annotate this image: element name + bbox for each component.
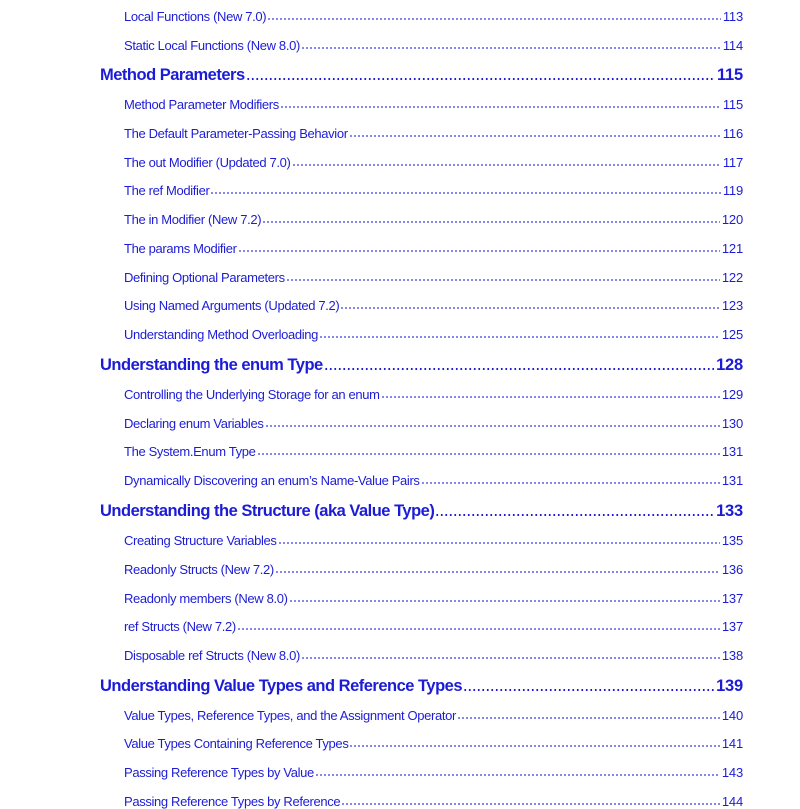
- toc-page-number: 136: [721, 562, 743, 577]
- toc-entry-value-types-containing-reference-types[interactable]: [124, 736, 743, 751]
- dot-leader: [463, 689, 714, 691]
- toc-entry-title: Using Named Arguments (Updated 7.2): [124, 298, 340, 313]
- toc-page-number: 131: [721, 444, 743, 459]
- dot-leader: [210, 192, 720, 194]
- toc-entry-defining-optional-parameters[interactable]: [124, 270, 743, 285]
- toc-page-number: 143: [721, 765, 743, 780]
- dot-leader: [257, 453, 720, 455]
- toc-page-number: 125: [721, 327, 743, 342]
- toc-entry-title: Passing Reference Types by Value: [124, 765, 314, 780]
- toc-entry-title: Controlling the Underlying Storage for an enum: [124, 387, 380, 402]
- toc-entry-title: The out Modifier (Updated 7.0): [124, 155, 291, 170]
- toc-page-number: 137: [721, 591, 743, 606]
- toc-entry-title: Dynamically Discovering an enum’s Name-Value Pairs: [124, 473, 420, 488]
- toc-page-number: 135: [721, 533, 743, 548]
- toc-entry-controlling-the-underlying-storage-for-an-enum[interactable]: [124, 387, 743, 402]
- toc-page-number: 116: [722, 126, 743, 141]
- toc-entry-title: The params Modifier: [124, 241, 237, 256]
- toc-entry-ref-structs-new-7-2[interactable]: [124, 619, 743, 634]
- toc-heading-understanding-the-structure-aka-value-type[interactable]: [100, 502, 743, 521]
- dot-leader: [301, 47, 721, 49]
- dot-leader: [262, 221, 720, 223]
- toc-page-number: 137: [721, 619, 743, 634]
- toc-entry-title: Understanding Value Types and Reference Types: [100, 677, 463, 695]
- toc-page-number: 115: [716, 66, 743, 84]
- toc-page-number: 139: [716, 677, 743, 695]
- toc-entry-title: Static Local Functions (New 8.0): [124, 38, 300, 53]
- toc-entry-the-ref-modifier[interactable]: [124, 183, 743, 198]
- toc-entry-the-in-modifier-new-7-2[interactable]: [124, 212, 743, 227]
- toc-entry-title: Disposable ref Structs (New 8.0): [124, 648, 300, 663]
- toc-entry-the-default-parameter-passing-behavior[interactable]: [124, 126, 743, 141]
- dot-leader: [275, 571, 720, 573]
- toc-entry-title: Readonly Structs (New 7.2): [124, 562, 274, 577]
- toc-entry-title: The Default Parameter-Passing Behavior: [124, 126, 348, 141]
- dot-leader: [315, 774, 720, 776]
- toc-page-number: 131: [721, 473, 743, 488]
- dot-leader: [457, 717, 720, 719]
- toc-entry-passing-reference-types-by-reference[interactable]: [124, 794, 743, 809]
- dot-leader: [349, 745, 719, 747]
- toc-entry-method-parameter-modifiers[interactable]: [124, 97, 743, 112]
- toc-page-number: 130: [721, 416, 743, 431]
- toc-page-number: 119: [722, 183, 743, 198]
- toc-page-number: 114: [722, 38, 743, 53]
- toc-heading-understanding-value-types-and-reference-types[interactable]: [100, 677, 743, 696]
- toc-page-number: 117: [722, 155, 743, 170]
- toc-entry-readonly-structs-new-7-2[interactable]: [124, 562, 743, 577]
- toc-entry-title: Creating Structure Variables: [124, 533, 277, 548]
- toc-entry-title: Understanding Method Overloading: [124, 327, 319, 342]
- toc-entry-title: Passing Reference Types by Reference: [124, 794, 341, 809]
- toc-entry-title: Understanding the Structure (aka Value Type): [100, 502, 435, 520]
- toc-entry-disposable-ref-structs-new-8-0[interactable]: [124, 648, 743, 663]
- dot-leader: [421, 482, 720, 484]
- toc-page-number: 128: [716, 356, 743, 374]
- toc-entry-the-out-modifier-updated-7-0[interactable]: [124, 155, 743, 170]
- toc-page-number: 138: [721, 648, 743, 663]
- toc-entry-creating-structure-variables[interactable]: [124, 533, 743, 548]
- dot-leader: [435, 514, 714, 516]
- dot-leader: [289, 600, 720, 602]
- toc-entry-readonly-members-new-8-0[interactable]: [124, 591, 743, 606]
- dot-leader: [381, 396, 720, 398]
- toc-entry-title: Value Types Containing Reference Types: [124, 736, 349, 751]
- toc-entry-local-functions-new-7-0[interactable]: [124, 9, 743, 24]
- toc-entry-declaring-enum-variables[interactable]: [124, 416, 743, 431]
- toc-page-number: 140: [721, 708, 743, 723]
- toc-entry-the-params-modifier[interactable]: [124, 241, 743, 256]
- toc-entry-dynamically-discovering-an-enum-s-name-value-pairs[interactable]: [124, 473, 743, 488]
- dot-leader: [319, 336, 720, 338]
- dot-leader: [278, 542, 720, 544]
- toc-heading-understanding-the-enum-type[interactable]: [100, 356, 743, 375]
- toc-heading-method-parameters[interactable]: [100, 66, 743, 85]
- toc-entry-value-types-reference-types-and-the-assignment-operator[interactable]: [124, 708, 743, 723]
- toc-entry-the-system-enum-type[interactable]: [124, 444, 743, 459]
- toc-entry-title: Method Parameter Modifiers: [124, 97, 279, 112]
- toc-entry-title: Local Functions (New 7.0): [124, 9, 267, 24]
- toc-page-number: 144: [721, 794, 743, 809]
- toc-entry-title: Defining Optional Parameters: [124, 270, 285, 285]
- dot-leader: [286, 279, 720, 281]
- toc-page-number: 120: [721, 212, 743, 227]
- dot-leader: [340, 307, 720, 309]
- dot-leader: [341, 803, 720, 805]
- toc-entry-title: Method Parameters: [100, 66, 245, 84]
- dot-leader: [237, 628, 720, 630]
- toc-entry-passing-reference-types-by-value[interactable]: [124, 765, 743, 780]
- toc-entry-title: Understanding the enum Type: [100, 356, 323, 374]
- dot-leader: [280, 106, 721, 108]
- dot-leader: [292, 164, 721, 166]
- dot-leader: [265, 425, 720, 427]
- toc-entry-static-local-functions-new-8-0[interactable]: [124, 38, 743, 53]
- toc-entry-title: The System.Enum Type: [124, 444, 256, 459]
- toc-page-number: 129: [721, 387, 743, 402]
- toc-entry-title: Value Types, Reference Types, and the Assignment Operator: [124, 708, 456, 723]
- toc-entry-using-named-arguments-updated-7-2[interactable]: [124, 298, 743, 313]
- dot-leader: [267, 18, 721, 20]
- dot-leader: [324, 368, 714, 370]
- toc-entry-understanding-method-overloading[interactable]: [124, 327, 743, 342]
- toc-entry-title: Readonly members (New 8.0): [124, 591, 288, 606]
- toc-entry-title: The in Modifier (New 7.2): [124, 212, 262, 227]
- toc-page-number: 121: [721, 241, 743, 256]
- toc-entry-title: ref Structs (New 7.2): [124, 619, 236, 634]
- toc-page-number: 133: [716, 502, 743, 520]
- toc-page-number: 123: [721, 298, 743, 313]
- toc-entry-title: The ref Modifier: [124, 183, 210, 198]
- dot-leader: [349, 135, 721, 137]
- dot-leader: [301, 657, 720, 659]
- toc-page-number: 113: [722, 9, 743, 24]
- dot-leader: [246, 78, 715, 80]
- toc-page-number: 115: [722, 97, 743, 112]
- toc-page-number: 122: [721, 270, 743, 285]
- toc-entry-title: Declaring enum Variables: [124, 416, 264, 431]
- toc-page-number: 141: [721, 736, 743, 751]
- dot-leader: [238, 250, 720, 252]
